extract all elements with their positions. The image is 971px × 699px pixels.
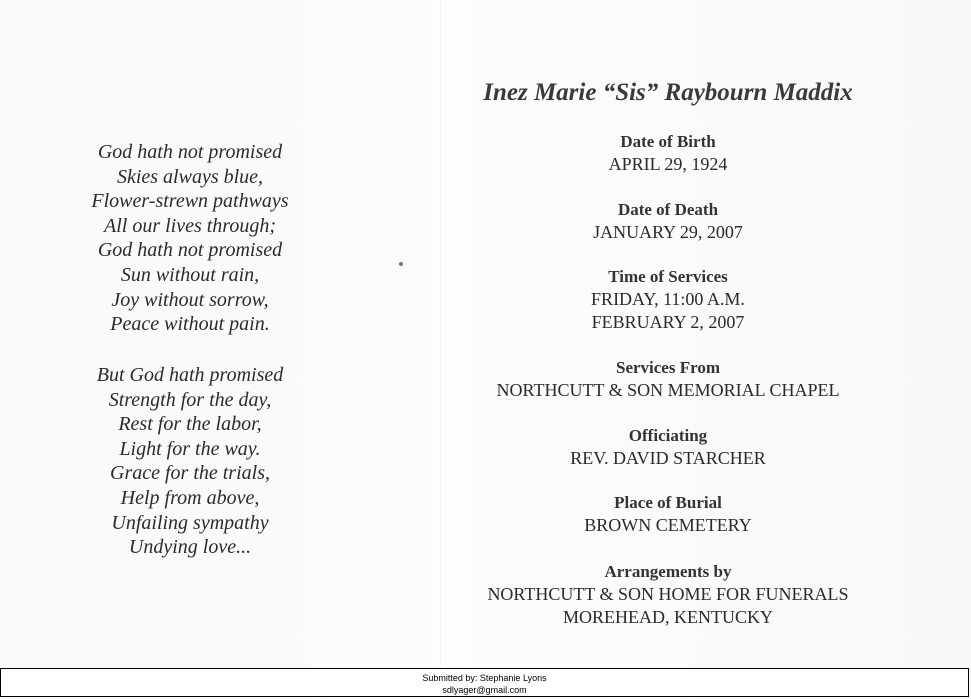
services-date: FEBRUARY 2, 2007	[591, 312, 745, 332]
burial-heading: Place of Burial	[614, 493, 722, 512]
death-section	[440, 198, 896, 244]
burial-section	[440, 491, 896, 537]
services-time-heading: Time of Services	[608, 267, 728, 286]
submitted-by: Submitted by: Stephanie Lyons	[422, 673, 547, 683]
poem-line: Flower-strewn pathways	[91, 190, 289, 213]
poem-line: Rest for the labor,	[118, 413, 262, 436]
birth-date: APRIL 29, 1924	[608, 154, 728, 174]
deceased-name: Inez Marie “Sis” Raybourn Maddix	[483, 79, 853, 106]
death-date: JANUARY 29, 2007	[593, 222, 743, 242]
poem-line: Help from above,	[120, 486, 260, 509]
poem-stanza-1	[40, 140, 340, 337]
death-heading: Date of Death	[617, 200, 719, 219]
poem-stanza-2	[40, 363, 340, 560]
paper-speck	[399, 262, 403, 266]
poem-line: Undying love...	[128, 536, 252, 559]
poem-line: Light for the way.	[119, 437, 261, 460]
birth-section	[440, 130, 896, 176]
poem-line: Joy without sorrow,	[111, 288, 269, 311]
funeral-home-location: MOREHEAD, KENTUCKY	[563, 607, 773, 627]
poem-line: Unfailing sympathy	[111, 511, 269, 534]
services-from-heading: Services From	[615, 358, 720, 377]
arrangements-section	[440, 560, 896, 629]
services-time: FRIDAY, 11:00 A.M.	[591, 289, 745, 309]
poem-line: Skies always blue,	[116, 165, 264, 188]
poem-line: All our lives through;	[103, 214, 277, 237]
poem-line: But God hath promised	[96, 364, 284, 386]
services-from-section	[440, 356, 896, 402]
arrangements-heading: Arrangements by	[604, 562, 732, 581]
burial-place: BROWN CEMETERY	[584, 515, 752, 535]
submission-footer	[0, 668, 969, 697]
birth-heading: Date of Birth	[620, 132, 716, 151]
officiant-name: REV. DAVID STARCHER	[570, 448, 766, 468]
submitter-email: sdlyager@gmail.com	[442, 685, 527, 695]
poem-line: Sun without rain,	[120, 263, 260, 286]
poem-line: God hath not promised	[97, 141, 283, 163]
services-location: NORTHCUTT & SON MEMORIAL CHAPEL	[496, 380, 840, 400]
services-time-section	[440, 265, 896, 334]
officiating-heading: Officiating	[628, 426, 708, 445]
poem-line: God hath not promised	[97, 239, 283, 262]
poem-line: Strength for the day,	[108, 388, 272, 411]
poem-line: Grace for the trials,	[110, 462, 270, 485]
officiating-section	[440, 424, 896, 470]
poem-line: Peace without pain.	[110, 313, 270, 336]
funeral-home: NORTHCUTT & SON HOME FOR FUNERALS	[487, 584, 849, 604]
